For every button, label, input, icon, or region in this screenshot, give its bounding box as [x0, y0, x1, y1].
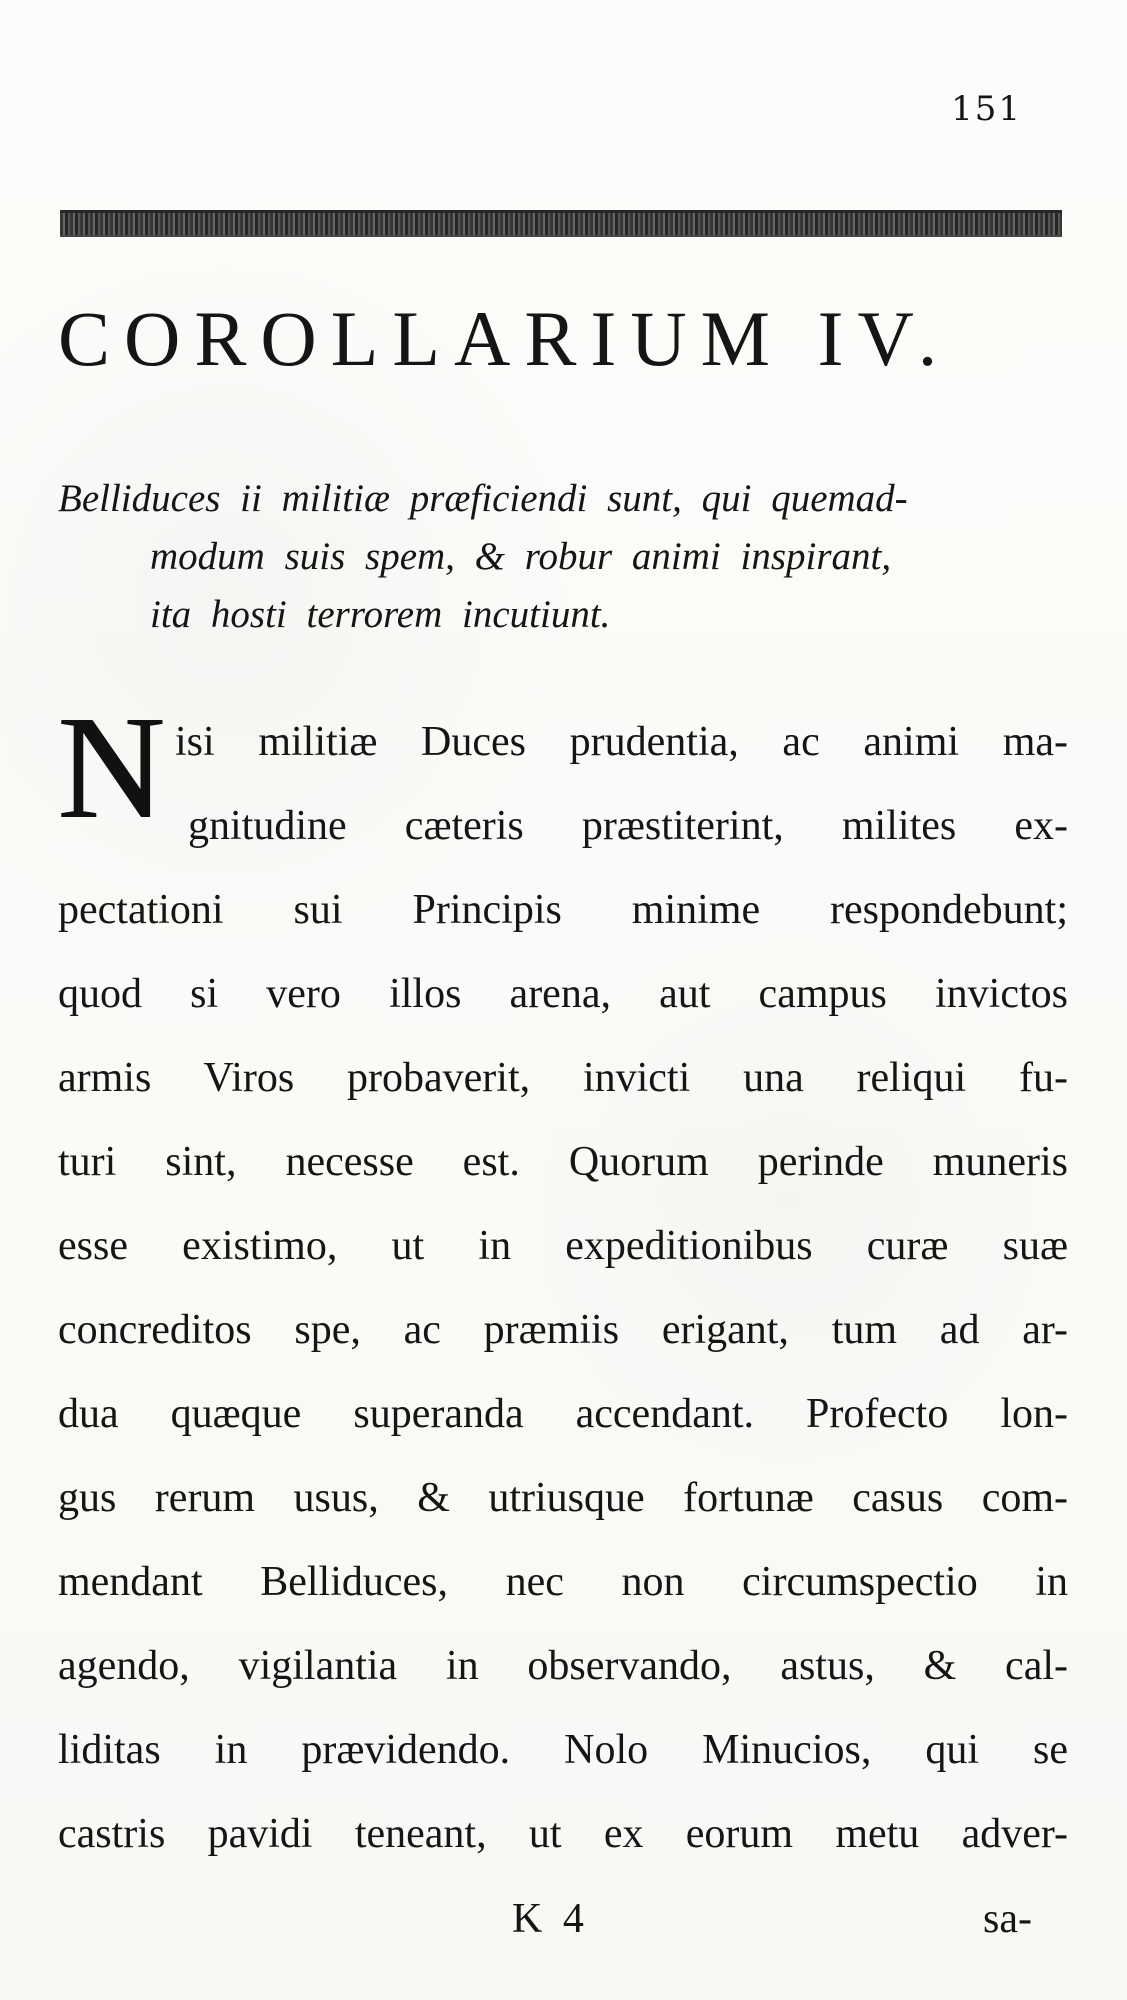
- chapter-title: COROLLARIUM IV.: [58, 295, 952, 382]
- main-text: [58, 700, 1068, 1876]
- text-line: turi sint, necesse est. Quorum perinde muneris: [58, 1139, 1068, 1185]
- signature-mark: K 4: [512, 1896, 589, 1942]
- decorative-rule: [60, 210, 1062, 237]
- summary-line: modum suis spem, & robur animi inspirant,: [150, 535, 892, 578]
- text-line: armis Viros probaverit, invicti una reliqui fu-: [58, 1055, 1068, 1101]
- text-line: gnitudine cæteris præstiterint, milites ex-: [188, 803, 1068, 849]
- text-line: gus rerum usus, & utriusque fortunæ casus com-: [58, 1475, 1068, 1521]
- summary-line: Belliduces ii militiæ præficiendi sunt, qui quemad-: [58, 477, 908, 520]
- text-line: pectationi sui Principis minime respondebunt;: [58, 887, 1068, 933]
- text-line: isi militiæ Duces prudentia, ac animi ma-: [175, 719, 1068, 765]
- text-line: quod si vero illos arena, aut campus invictos: [58, 971, 1068, 1017]
- text-line: dua quæque superanda accendant. Profecto lon-: [58, 1391, 1068, 1437]
- text-line: concreditos spe, ac præmiis erigant, tum ad ar-: [58, 1307, 1068, 1353]
- page-number: 151: [951, 89, 1022, 129]
- text-line: esse existimo, ut in expeditionibus curæ suæ: [58, 1223, 1068, 1269]
- text-line: liditas in prævidendo. Nolo Minucios, qui se: [58, 1727, 1068, 1773]
- catchword: sa-: [983, 1896, 1032, 1942]
- text-line: castris pavidi teneant, ut ex eorum metu adver-: [58, 1811, 1068, 1857]
- summary-line: ita hosti terrorem incutiunt.: [150, 593, 611, 636]
- text-line: mendant Belliduces, nec non circumspectio in: [58, 1559, 1068, 1605]
- summary-paragraph: [58, 470, 1068, 644]
- text-line: agendo, vigilantia in observando, astus, & cal-: [58, 1643, 1068, 1689]
- drop-cap-initial: N: [58, 698, 168, 834]
